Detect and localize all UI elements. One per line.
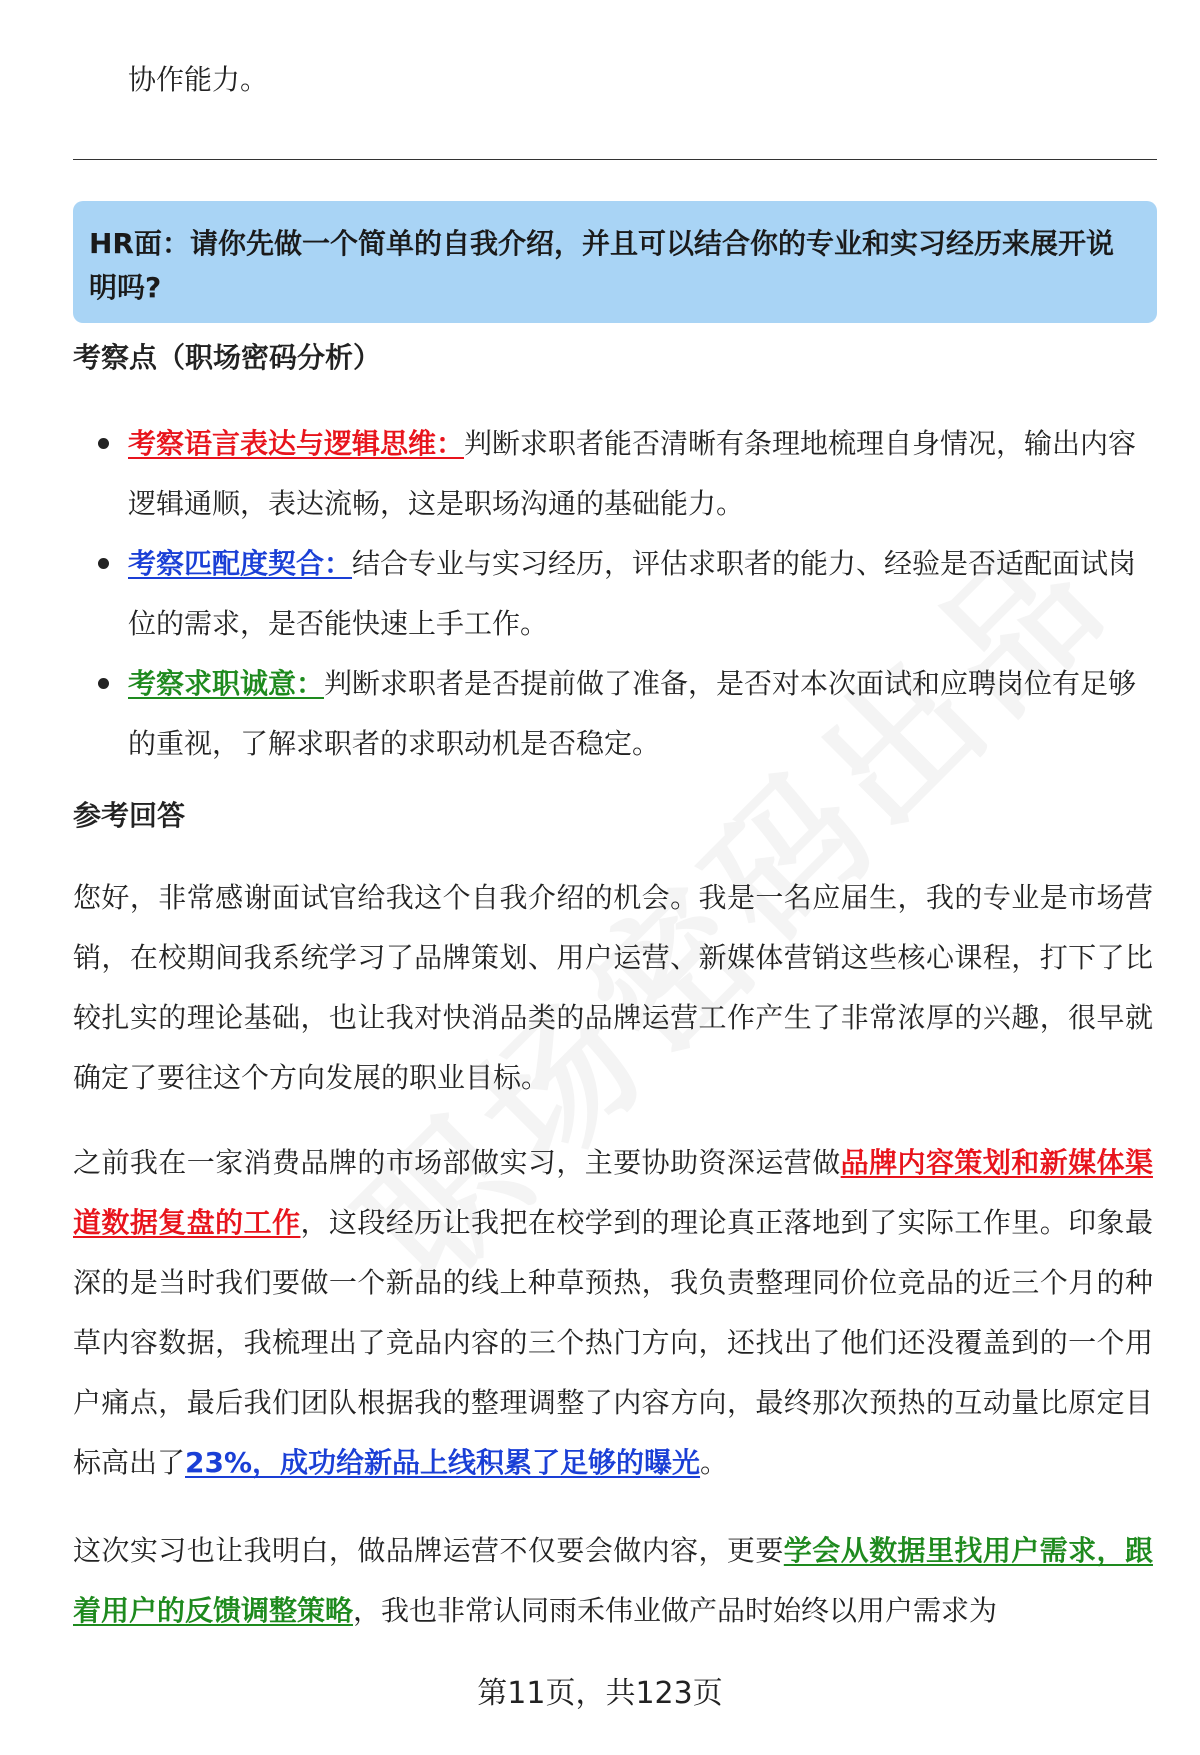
point-text: 结合专业与实习经历，评估求职者的能力、经验是否适配面试岗位的需求，是否能快速上手工作。: [128, 547, 1137, 640]
point-label: 考察求职诚意：: [128, 667, 325, 700]
answer-heading: 参考回答: [73, 799, 186, 832]
answer-paragraph-3: [73, 1521, 1153, 1641]
point-label: 考察匹配度契合：: [128, 547, 353, 580]
highlight-green: 学会从数据里找用户需求，跟着用户的反馈调整策略: [73, 1534, 1153, 1627]
text-span: ，这段经历让我把在校学到的理论真正落地到了实际工作里。印象最深的是当时我们要做一个新品的线上种草预热，我负责整理同价位竞品的近三个月的种草内容数据，我梳理出了竞品内容的三个热门方向，还找出了他们还没覆盖到的一个用户痛点，最后我们团队根据我的整理调整了内容方向，最终那次预热的互动量比原定目标高出了: [73, 1206, 1153, 1479]
points-list: [128, 414, 1148, 774]
points-heading: 考察点（职场密码分析）: [73, 341, 382, 374]
bullet-icon: [98, 558, 109, 569]
highlight-red: 品牌内容策划和新媒体渠道数据复盘的工作: [73, 1146, 1153, 1239]
divider: [73, 159, 1157, 160]
text-span: 这次实习也让我明白，做品牌运营不仅要会做内容，更要: [73, 1534, 784, 1567]
text-span: ，我也非常认同雨禾伟业做产品时始终以用户需求为: [353, 1594, 998, 1627]
answer-paragraph-2: [73, 1133, 1153, 1493]
question-box: [73, 201, 1157, 323]
list-item: [128, 414, 1148, 534]
bullet-icon: [98, 438, 109, 449]
carry-over-text: 协作能力。: [128, 63, 269, 96]
page-footer: 第11页，共123页: [477, 1676, 723, 1711]
text-span: 之前我在一家消费品牌的市场部做实习，主要协助资深运营做: [73, 1146, 841, 1179]
point-text: 判断求职者能否清晰有条理地梳理自身情况，输出内容逻辑通顺，表达流畅，这是职场沟通的基础能力。: [128, 427, 1137, 520]
list-item: [128, 654, 1148, 774]
text-span: 。: [700, 1446, 729, 1479]
answer-paragraph-1: 您好，非常感谢面试官给我这个自我介绍的机会。我是一名应届生，我的专业是市场营销，在校期间我系统学习了品牌策划、用户运营、新媒体营销这些核心课程，打下了比较扎实的理论基础，也让我对快消品类的品牌运营工作产生了非常浓厚的兴趣，很早就确定了要往这个方向发展的职业目标。: [73, 881, 1153, 1094]
point-label: 考察语言表达与逻辑思维：: [128, 427, 465, 460]
highlight-blue: 23%，成功给新品上线积累了足够的曝光: [185, 1446, 701, 1479]
list-item: [128, 534, 1148, 654]
bullet-icon: [98, 678, 109, 689]
point-text: 判断求职者是否提前做了准备，是否对本次面试和应聘岗位有足够的重视，了解求职者的求职动机是否稳定。: [128, 667, 1137, 760]
question-text: HR面：请你先做一个简单的自我介绍，并且可以结合你的专业和实习经历来展开说明吗?: [89, 227, 1114, 304]
